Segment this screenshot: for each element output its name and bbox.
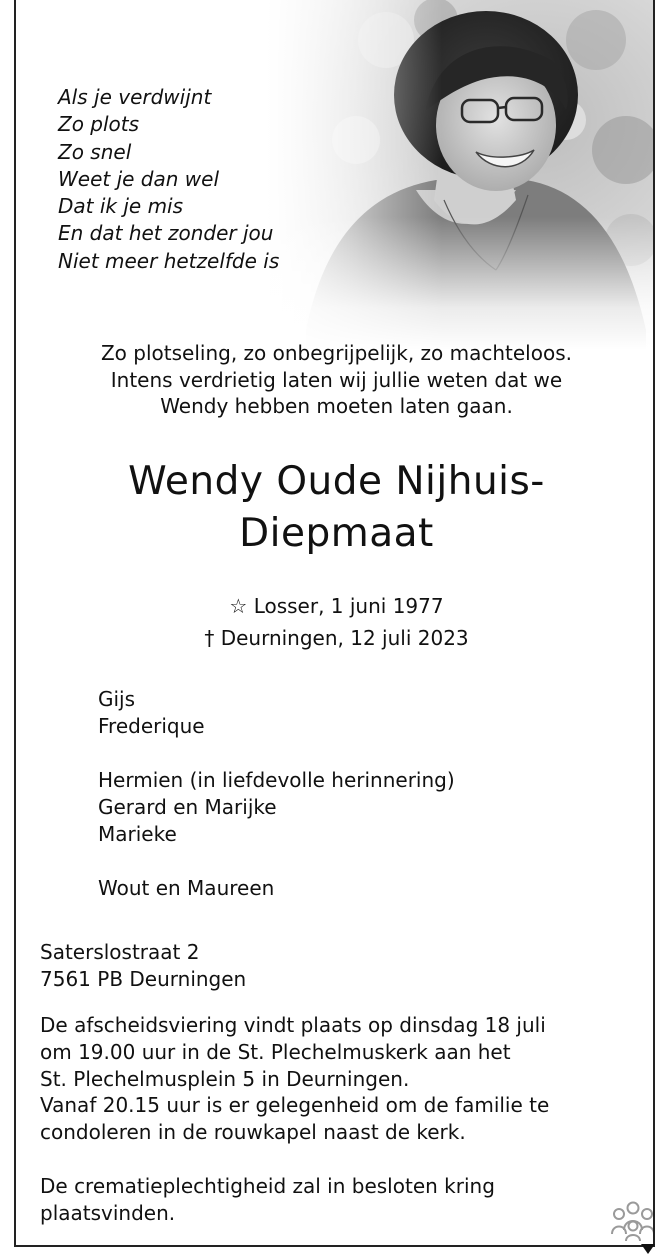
poem-line: Zo plots (58, 112, 140, 137)
intro-line: Intens verdrietig laten wij jullie weten dat we (110, 367, 563, 392)
ceremony-line: De afscheidsviering vindt plaats op dinsdag 18 juli (40, 1013, 546, 1037)
triangle-down-icon[interactable] (641, 1239, 655, 1258)
family-member: Frederique (98, 714, 205, 738)
name-line-1: Wendy Oude Nijhuis- (128, 459, 545, 504)
ceremony-line: condoleren in de rouwkapel naast de kerk. (40, 1120, 466, 1145)
correspondence-address (40, 939, 246, 993)
poem-line: Niet meer hetzelfde is (58, 248, 280, 273)
ceremony-notice (40, 1012, 640, 1226)
announcement-intro (16, 340, 655, 420)
name-line-2: Diepmaat (239, 511, 434, 556)
poem-line: Als je verdwijnt (58, 85, 212, 109)
portrait-photo (266, 0, 655, 350)
intro-line: Wendy hebben moeten laten gaan. (160, 394, 513, 418)
ceremony-line: St. Plechelmusplein 5 in Deurningen. (40, 1066, 410, 1091)
family-member: Hermien (in liefdevolle herinnering) (98, 768, 455, 792)
poem-line: En dat het zonder jou (58, 221, 274, 246)
ceremony-line: Vanaf 20.15 uur is er gelegenheid om de familie te (40, 1093, 550, 1118)
family-member: Gijs (98, 687, 136, 711)
death-place-date: Deurningen, 12 juli 2023 (220, 626, 469, 650)
cremation-line: De crematieplechtigheid zal in besloten kring (40, 1173, 495, 1198)
obituary-card (14, 0, 655, 1247)
deceased-name (16, 456, 655, 560)
intro-line: Zo plotseling, zo onbegrijpelijk, zo machteloos. (100, 341, 572, 365)
cross-icon: † (204, 626, 215, 650)
ceremony-line: om 19.00 uur in de St. Plechelmuskerk aan het (40, 1039, 511, 1064)
family-member: Wout en Maureen (98, 876, 275, 900)
death-date (16, 622, 655, 654)
birth-place-date: Losser, 1 juni 1977 (253, 594, 444, 618)
birth-date (16, 590, 655, 622)
family-member: Gerard en Marijke (98, 795, 277, 819)
address-city: 7561 PB Deurningen (40, 967, 247, 991)
family-list (98, 686, 455, 902)
address-street: Saterslostraat 2 (40, 940, 200, 964)
poem (58, 84, 279, 275)
poem-line: Weet je dan wel (58, 166, 220, 191)
poem-line: Dat ik je mis (58, 194, 184, 219)
star-icon: ☆ (229, 594, 248, 618)
cremation-line: plaatsvinden. (40, 1200, 176, 1225)
poem-line: Zo snel (58, 139, 132, 164)
life-dates (16, 590, 655, 654)
family-member: Marieke (98, 822, 177, 846)
